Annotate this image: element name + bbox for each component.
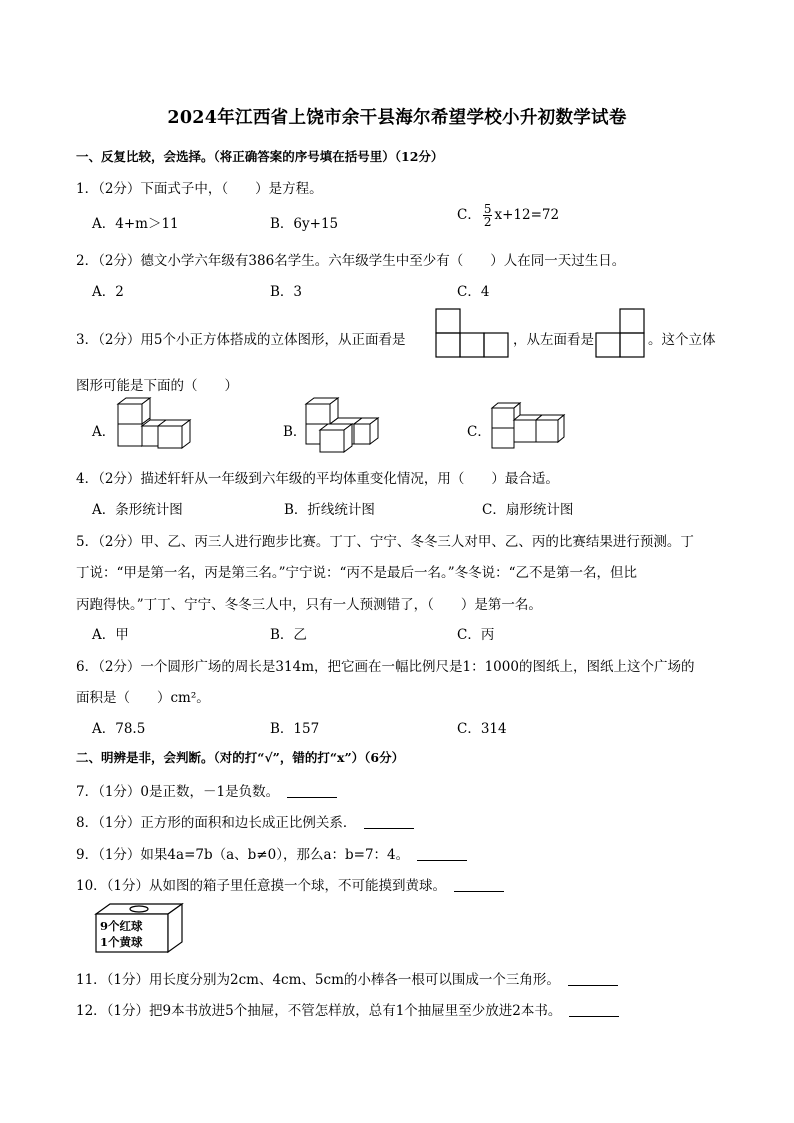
question-10 <box>76 874 504 894</box>
question-2: 2．（2分）德文小学六年级有386名学生。六年级学生中至少有（ ）人在同一天过生日。 <box>76 253 626 269</box>
q3-option-b[interactable]: B． <box>283 424 307 440</box>
q4-option-c[interactable]: C．扇形统计图 <box>482 502 574 518</box>
question-5-line1: 5．（2分）甲、乙、丙三人进行跑步比赛。丁丁、宁宁、冬冬三人对甲、乙、丙的比赛结果进行预测。丁 <box>76 534 694 550</box>
section-1-heading: 一、反复比较，会选择。（将正确答案的序号填在括号里）（12分） <box>76 149 444 164</box>
q6-option-c[interactable]: C．314 <box>457 721 507 737</box>
q3-option-c[interactable]: C． <box>467 424 491 440</box>
section-2-heading: 二、明辨是非，会判断。（对的打“√”，错的打“x”）（6分） <box>76 750 405 765</box>
cube-figure-a <box>114 396 192 452</box>
q2-option-c[interactable]: C．4 <box>457 284 490 300</box>
question-3-line2: 图形可能是下面的（ ） <box>76 378 238 394</box>
page-title: 2024年江西省上饶市余干县海尔希望学校小升初数学试卷 <box>167 108 627 128</box>
cube-figure-b <box>300 396 380 454</box>
q5-option-a[interactable]: A．甲 <box>92 627 129 643</box>
q2-option-b[interactable]: B．3 <box>270 284 303 300</box>
q1-option-b[interactable]: B．6y+15 <box>270 216 339 232</box>
question-11 <box>76 968 618 988</box>
left-view-figure <box>595 308 647 358</box>
q1-option-a[interactable]: A．4+m＞11 <box>92 216 179 232</box>
q3-option-a[interactable]: A． <box>92 424 116 440</box>
answer-blank[interactable] <box>364 816 414 829</box>
question-7-text: 7．（1分）0是正数，－1是负数。 <box>76 784 280 800</box>
q6-option-a[interactable]: A．78.5 <box>92 721 146 737</box>
q4-option-b[interactable]: B．折线统计图 <box>284 502 375 518</box>
q6-option-b[interactable]: B．157 <box>270 721 320 737</box>
question-10-text: 10．（1分）从如图的箱子里任意摸一个球，不可能摸到黄球。 <box>76 878 447 894</box>
answer-blank[interactable] <box>569 1004 619 1017</box>
q5-option-b[interactable]: B．乙 <box>270 627 307 643</box>
question-3-part2: ，从左面看是 <box>513 332 594 348</box>
fraction: $\frac{5}{2}$ <box>483 202 492 229</box>
question-8 <box>76 811 414 831</box>
question-5-line2: 丁说：“甲是第一名，丙是第三名。”宁宁说：“丙不是最后一名。”冬冬说：“乙不是第一名，但比 <box>76 565 638 581</box>
question-9 <box>76 843 467 863</box>
cube-figure-c <box>488 400 572 452</box>
box-label-yellow: 1个黄球 <box>100 935 143 949</box>
answer-blank[interactable] <box>454 879 504 892</box>
front-view-figure <box>435 308 511 358</box>
q1-option-c[interactable] <box>457 203 559 228</box>
question-12 <box>76 999 619 1019</box>
box-label-red: 9个红球 <box>100 919 143 933</box>
question-8-text: 8．（1分）正方形的面积和边长成正比例关系． <box>76 815 357 831</box>
question-3-part3: 。这个立体 <box>648 332 716 348</box>
q1-option-c-label: C． <box>457 207 481 223</box>
q2-option-a[interactable]: A．2 <box>92 284 124 300</box>
question-4: 4．（2分）描述轩轩从一年级到六年级的平均体重变化情况，用（ ）最合适。 <box>76 471 559 487</box>
q4-option-a[interactable]: A．条形统计图 <box>92 502 183 518</box>
question-12-text: 12．（1分）把9本书放进5个抽屉，不管怎样放，总有1个抽屉里至少放进2本书。 <box>76 1003 562 1019</box>
question-1: 1．（2分）下面式子中，（ ）是方程。 <box>76 181 323 197</box>
ball-box-figure <box>94 900 186 954</box>
question-6-line2: 面积是（ ）cm²。 <box>76 690 210 706</box>
q1-option-c-expr: x+12=72 <box>494 207 560 223</box>
question-9-text: 9．（1分）如果4a=7b（a、b≠0），那么a：b=7：4。 <box>76 847 410 863</box>
question-11-text: 11．（1分）用长度分别为2cm、4cm、5cm的小棒各一根可以围成一个三角形。 <box>76 972 560 988</box>
question-3-part1: 3．（2分）用5个小正方体搭成的立体图形，从正面看是 <box>76 332 406 348</box>
q5-option-c[interactable]: C．丙 <box>457 627 495 643</box>
answer-blank[interactable] <box>287 785 337 798</box>
question-7 <box>76 780 337 800</box>
question-6-line1: 6．（2分）一个圆形广场的周长是314m，把它画在一幅比例尺是1：1000的图纸上，图纸上这个广场的 <box>76 659 695 675</box>
question-5-line3: 丙跑得快。”丁丁、宁宁、冬冬三人中，只有一人预测错了，（ ）是第一名。 <box>76 597 542 613</box>
answer-blank[interactable] <box>568 973 618 986</box>
answer-blank[interactable] <box>417 848 467 861</box>
